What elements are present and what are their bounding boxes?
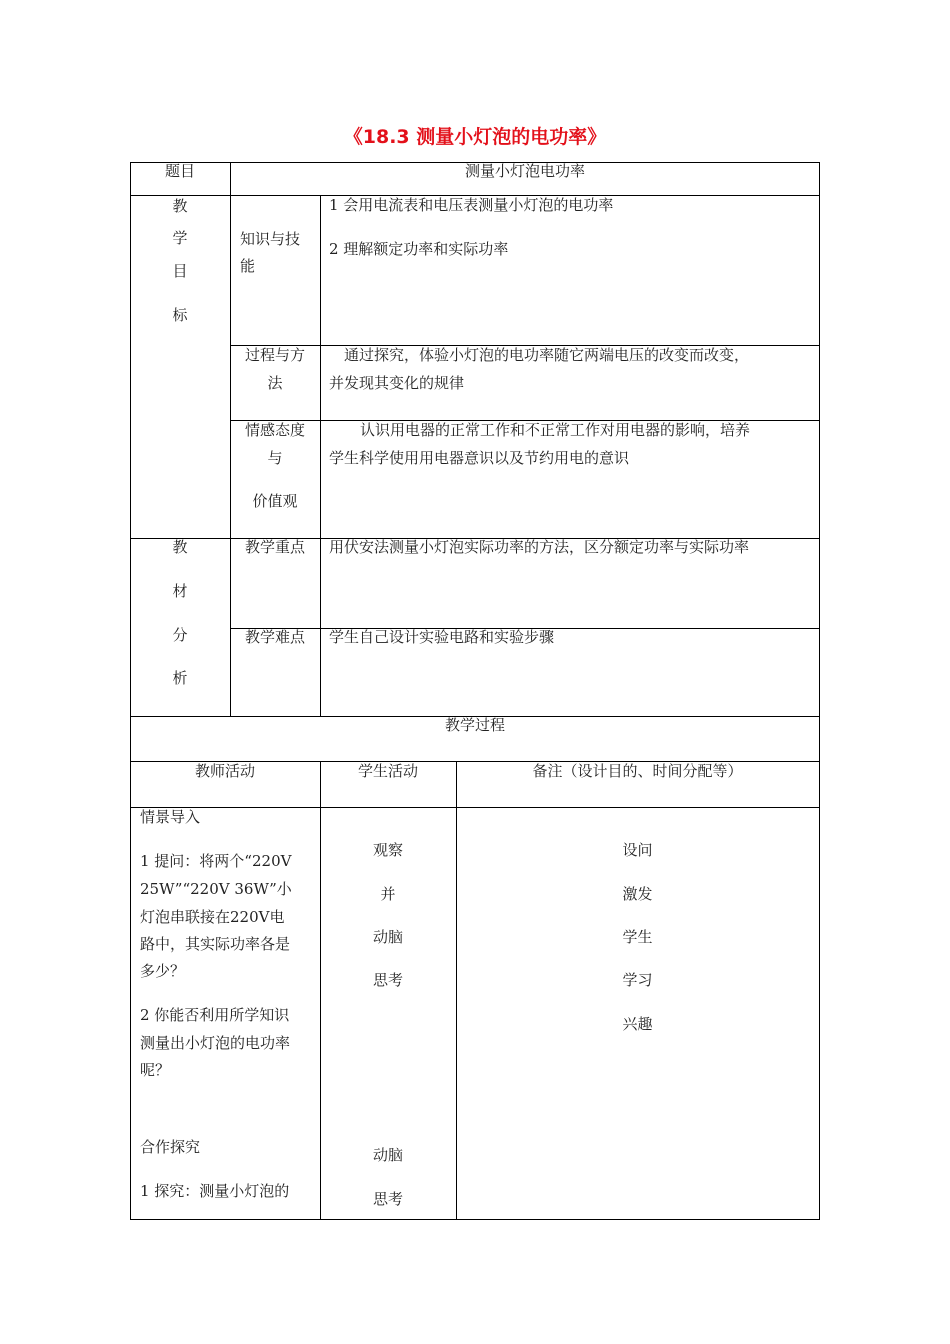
topic-value: 测量小灯泡电功率 [464, 162, 585, 180]
student-activity-3: 动脑 [372, 928, 403, 946]
student-activity-4: 思考 [372, 971, 403, 989]
key-point-label: 教学重点 [244, 538, 305, 556]
knowledge-item-1: 1 会用电流表和电压表测量小灯泡的电功率 [329, 196, 614, 214]
teacher-q3-line: 1 探究：测量小灯泡的 [140, 1182, 290, 1200]
material-label-2: 材 [172, 582, 188, 600]
column-teacher: 教师活动 [194, 762, 255, 780]
material-label-3: 分 [172, 626, 188, 644]
teacher-q1-line-1: 1 提问：将两个“220V [140, 852, 292, 870]
student-activity-2: 并 [380, 885, 396, 903]
knowledge-item-2: 2 理解额定功率和实际功率 [329, 240, 509, 258]
difficulty-label: 教学难点 [244, 628, 305, 646]
objectives-label-2: 学 [172, 229, 188, 247]
difficulty-value: 学生自己设计实验电路和实验步骤 [329, 628, 555, 646]
teacher-section-cooperative: 合作探究 [140, 1138, 201, 1156]
objectives-label-4: 标 [172, 306, 188, 324]
note-3: 学生 [622, 928, 653, 946]
process-header: 教学过程 [444, 716, 505, 734]
attitude-label-1: 情感态度 [244, 421, 305, 439]
teacher-q2-line-3: 呢？ [140, 1061, 171, 1079]
column-student: 学生活动 [357, 762, 418, 780]
key-point-value: 用伏安法测量小灯泡实际功率的方法，区分额定功率与实际功率 [329, 538, 750, 556]
student-activity-1: 观察 [372, 841, 403, 859]
note-4: 学习 [622, 971, 653, 989]
attitude-line-2: 学生科学使用用电器意识以及节约用电的意识 [329, 449, 630, 467]
note-2: 激发 [622, 885, 653, 903]
teacher-q1-line-5: 多少？ [140, 962, 186, 980]
student-activity-5: 动脑 [372, 1146, 403, 1164]
process-label-2: 法 [267, 374, 283, 392]
material-label-4: 析 [172, 669, 188, 687]
column-notes: 备注（设计目的、时间分配等） [532, 762, 743, 780]
process-line-2: 并发现其变化的规律 [329, 374, 465, 392]
attitude-line-1: 认识用电器的正常工作和不正常工作对用电器的影响，培养 [360, 421, 751, 439]
document-title: 《18.3 测量小灯泡的电功率》 [343, 126, 607, 148]
objectives-label-3: 目 [172, 262, 188, 280]
attitude-label-3: 价值观 [252, 492, 298, 510]
teacher-q1-line-4: 路中，其实际功率各是 [140, 935, 291, 953]
topic-label: 题目 [164, 162, 195, 180]
process-label-1: 过程与方 [244, 346, 305, 364]
process-line-1: 通过探究，体验小灯泡的电功率随它两端电压的改变而改变， [344, 346, 750, 364]
material-label-1: 教 [172, 538, 188, 556]
teacher-q1-line-3: 灯泡串联接在220V电 [140, 908, 285, 926]
student-activity-6: 思考 [372, 1190, 403, 1208]
knowledge-label-1: 知识与技 [240, 230, 301, 248]
objectives-label-1: 教 [172, 197, 188, 215]
note-1: 设问 [622, 841, 653, 859]
knowledge-label-2: 能 [240, 257, 256, 275]
teacher-q2-line-2: 测量出小灯泡的电功率 [140, 1034, 291, 1052]
teacher-q1-line-2: 25W”“220V 36W”小 [140, 880, 292, 898]
teacher-section-intro: 情景导入 [140, 808, 201, 826]
note-5: 兴趣 [622, 1015, 653, 1033]
teacher-q2-line-1: 2 你能否利用所学知识 [140, 1006, 290, 1024]
attitude-label-2: 与 [267, 449, 283, 467]
